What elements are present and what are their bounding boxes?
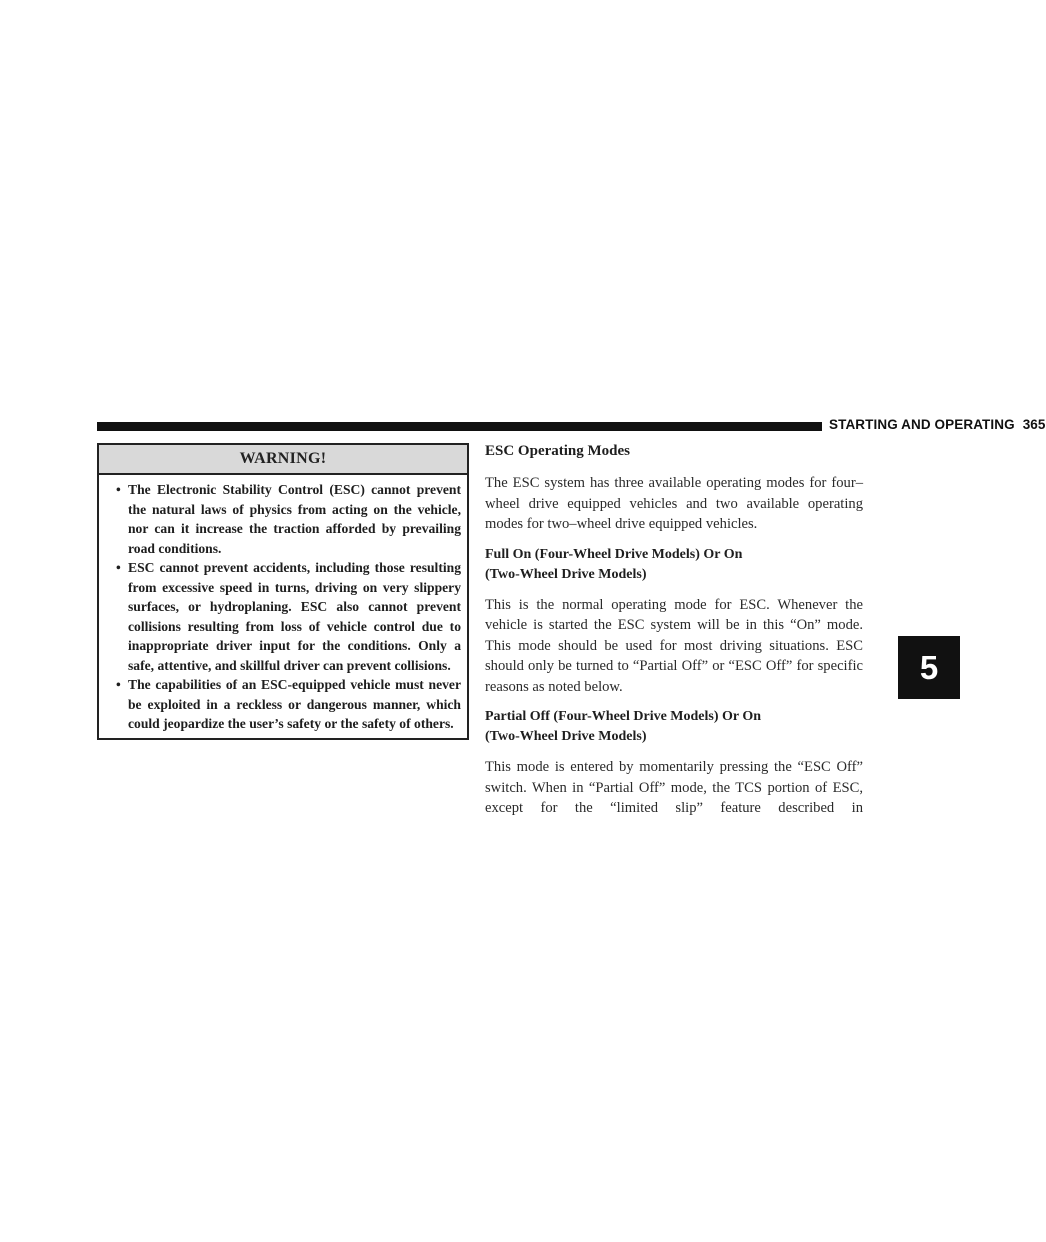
warning-item-text: The Electronic Stability Control (ESC) cannot prevent the natural laws of physics from acting on the vehicle, nor can it increase the traction afforded by prevailing road conditions. [128,482,461,556]
partial-off-heading [485,707,863,747]
full-on-heading-line2: (Two-Wheel Drive Models) [485,566,647,582]
warning-item [116,480,461,558]
chapter-tab: 5 [898,636,960,699]
page-number: 365 [1022,417,1046,432]
warning-item [116,558,461,675]
section-title: STARTING AND OPERATING [829,417,1015,432]
intro-paragraph: The ESC system has three available operating modes for four–wheel drive equipped vehicles and two available operating modes for two–wheel drive equipped vehicles. [485,475,863,532]
warning-item-text: The capabilities of an ESC-equipped vehicle must never be exploited in a reckless or dangerous manner, which could jeopardize the user’s safety or the safety of others. [128,677,461,731]
main-column [485,441,863,819]
warning-item [116,675,461,734]
warning-box [97,443,469,740]
warning-title: WARNING! [99,445,467,475]
section-heading: ESC Operating Modes [485,443,631,459]
partial-off-heading-line1: Partial Off (Four-Wheel Drive Models) Or On [485,709,762,724]
header-rule [97,422,822,431]
warning-item-text: ESC cannot prevent accidents, including those resulting from excessive speed in turns, driving on very slippery surfaces, or hydroplaning. ESC also cannot prevent collisions resulting from loss of vehicle control due to inappropriate driver input for the conditions. Only a safe, attentive, and skillful driver can prevent collisions. [128,560,461,673]
warning-list [99,475,467,734]
full-on-paragraph: This is the normal operating mode for ESC. Whenever the vehicle is started the ESC system will be in this “On” mode. This mode should be used for most driving situations. ESC should only be turned to “Partial Off” or “ESC Off” for specific reasons as noted below. [485,596,863,695]
partial-off-heading-line2: (Two-Wheel Drive Models) [485,729,647,744]
partial-off-paragraph: This mode is entered by momentarily pressing the “ESC Off” switch. When in “Partial Off” mode, the TCS portion of ESC, except for the “limited slip” feature described in [485,759,863,816]
running-header [829,417,1046,432]
bullet-icon: • [116,482,121,497]
full-on-heading [485,545,863,585]
bullet-icon: • [116,560,121,575]
full-on-heading-line1: Full On (Four-Wheel Drive Models) Or On [485,546,743,562]
bullet-icon: • [116,677,121,692]
